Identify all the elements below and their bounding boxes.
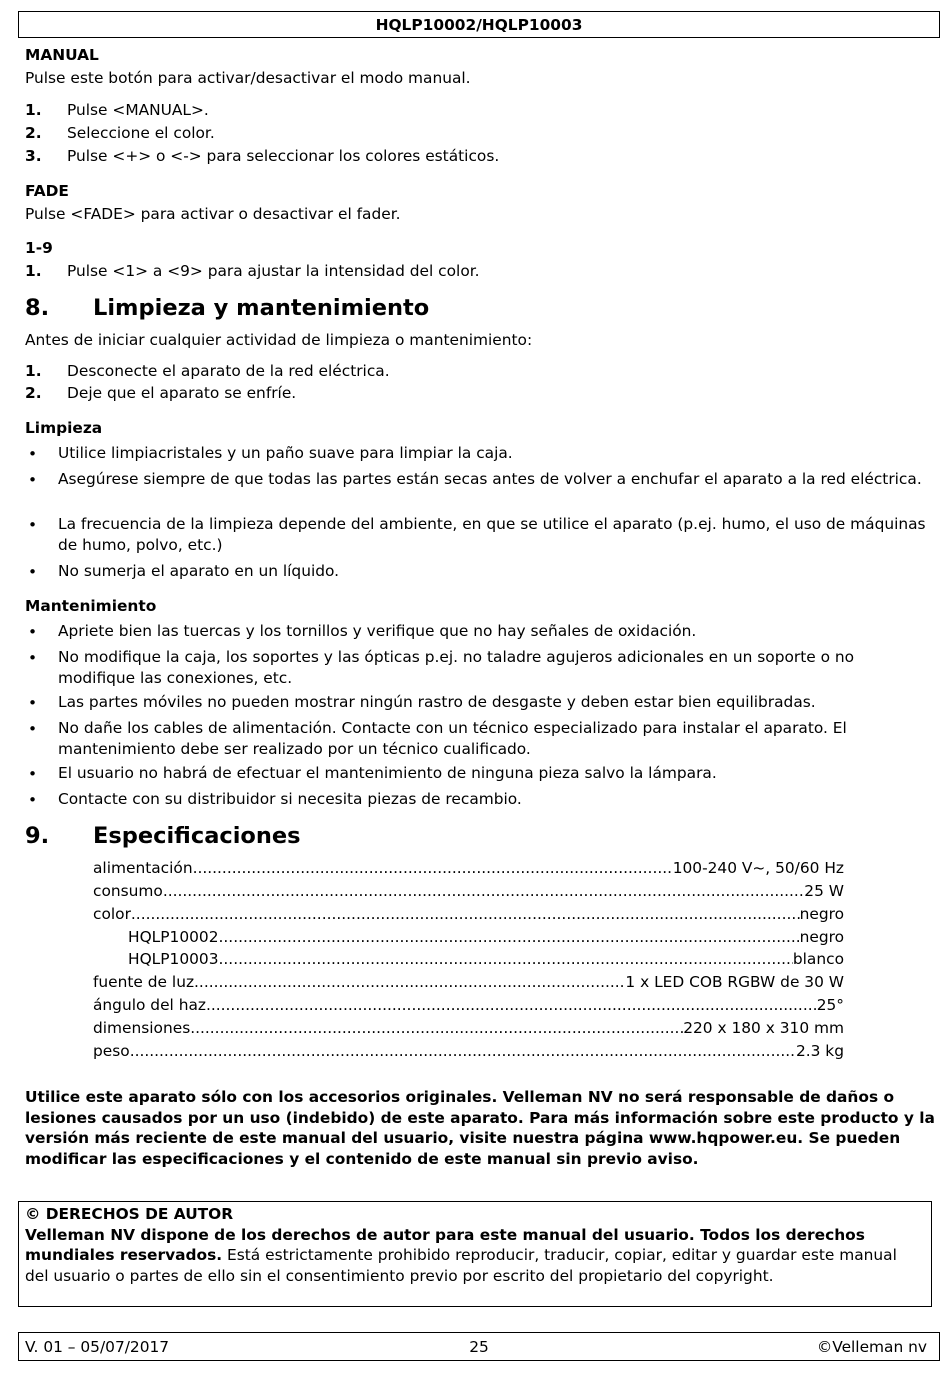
bullet-icon: • — [28, 765, 38, 783]
spec-leader — [190, 1017, 683, 1039]
step-number: 1. — [25, 101, 42, 119]
spec-row — [93, 903, 844, 925]
step-text: Pulse <+> o <-> para seleccionar los colores estáticos. — [67, 147, 500, 165]
section-8-intro: Antes de iniciar cualquier actividad de limpieza o mantenimiento: — [25, 331, 533, 349]
step-number: 3. — [25, 147, 42, 165]
spec-row — [93, 857, 844, 879]
fade-description: Pulse <FADE> para activar o desactivar el fader. — [25, 205, 401, 223]
spec-value: negro — [799, 905, 844, 923]
spec-label: ángulo del haz — [93, 996, 206, 1014]
spec-row — [128, 948, 844, 970]
spec-leader — [163, 880, 804, 902]
bullet-icon: • — [28, 563, 38, 581]
spec-leader — [219, 926, 800, 948]
spec-label: dimensiones — [93, 1019, 191, 1037]
spec-label: fuente de luz — [93, 973, 195, 991]
spec-row — [128, 926, 844, 948]
bullet-icon: • — [28, 471, 38, 489]
disclaimer: Utilice este aparato sólo con los accesorios originales. Velleman NV no será responsable de daños o lesiones causados por un uso (indebido) de este aparato. Para más información sobre este producto y la versión más reciente de este manual del usuario, visite nuestra página www.hqpower.eu. Se pueden modificar las especificaciones y el contenido de este manual sin previo aviso. — [25, 1088, 935, 1168]
list-item: Asegúrese siempre de que todas las partes están secas antes de volver a enchufar el aparato a la red eléctrica. — [58, 470, 922, 488]
spec-row — [93, 1040, 844, 1062]
manual-description: Pulse este botón para activar/desactivar el modo manual. — [25, 69, 471, 87]
spec-value: 1 x LED COB RGBW de 30 W — [625, 973, 844, 991]
spec-leader — [130, 1040, 796, 1062]
copyright-box — [18, 1201, 932, 1307]
spec-value: negro — [799, 928, 844, 946]
bullet-icon: • — [28, 720, 38, 738]
step-number: 2. — [25, 384, 42, 402]
bullet-icon: • — [28, 623, 38, 641]
spec-value: 220 x 180 x 310 mm — [683, 1019, 844, 1037]
list-item: No modifique la caja, los soportes y las ópticas p.ej. no taladre agujeros adicionales en un soporte o no modifique las conexiones, etc. — [58, 648, 855, 687]
page-footer — [18, 1332, 940, 1361]
spec-leader — [206, 994, 817, 1016]
spec-value: 25° — [816, 996, 844, 1014]
copyright-body — [25, 1225, 925, 1287]
step-text: Pulse <MANUAL>. — [67, 101, 209, 119]
bullet-icon: • — [28, 694, 38, 712]
copyright-text: Está estrictamente prohibido reproducir, traducir, copiar, editar y guardar este manual del usuario o partes de ello sin el consentimiento previo por escrito del propietario del copyright. — [25, 1246, 897, 1285]
list-item: No sumerja el aparato en un líquido. — [58, 562, 340, 580]
copyright-bold-text: Velleman NV dispone de los derechos de autor para este manual del usuario. Todos los derechos mundiales reservados. — [25, 1225, 865, 1264]
spec-value: 2.3 kg — [795, 1042, 844, 1060]
step-number: 2. — [25, 124, 42, 142]
footer-version: V. 01 – 05/07/2017 — [25, 1338, 170, 1356]
spec-value: 100-240 V~, 50/60 Hz — [672, 859, 844, 877]
spec-label: consumo — [93, 882, 163, 900]
step-number: 1. — [25, 362, 42, 380]
spec-label: HQLP10002 — [128, 928, 219, 946]
list-item: No dañe los cables de alimentación. Contacte con un técnico especializado para instalar el aparato. El mantenimiento debe ser realizado por un técnico cualificado. — [58, 719, 847, 758]
list-item: Apriete bien las tuercas y los tornillos y verifique que no hay señales de oxidación. — [58, 622, 697, 640]
step-text: Desconecte el aparato de la red eléctrica. — [67, 362, 390, 380]
bullet-icon: • — [28, 445, 38, 463]
bullet-icon: • — [28, 516, 38, 534]
maintenance-heading: Mantenimiento — [25, 597, 157, 615]
list-item: Contacte con su distribuidor si necesita piezas de recambio. — [58, 790, 522, 808]
spec-row — [93, 880, 844, 902]
spec-leader — [194, 971, 625, 993]
list-item: El usuario no habrá de efectuar el mantenimiento de ninguna pieza salvo la lámpara. — [58, 764, 717, 782]
spec-leader — [131, 903, 800, 925]
spec-row — [93, 994, 844, 1016]
bullet-icon: • — [28, 649, 38, 667]
manual-heading: MANUAL — [25, 46, 99, 64]
page-number: 25 — [469, 1338, 489, 1356]
section-9-number: 9. — [25, 823, 50, 849]
step-text: Pulse <1> a <9> para ajustar la intensidad del color. — [67, 262, 480, 280]
step-text: Deje que el aparato se enfríe. — [67, 384, 297, 402]
spec-label: HQLP10003 — [128, 950, 219, 968]
spec-value: 25 W — [804, 882, 844, 900]
spec-leader — [219, 948, 793, 970]
page-header: HQLP10002/HQLP10003 — [18, 11, 940, 38]
fade-heading: FADE — [25, 182, 69, 200]
list-item: La frecuencia de la limpieza depende del ambiente, en que se utilice el aparato (p.ej. humo, el uso de máquinas de humo, polvo, etc.) — [58, 515, 926, 554]
step-text: Seleccione el color. — [67, 124, 215, 142]
footer-company: ©Velleman nv — [816, 1338, 927, 1356]
list-item: Utilice limpiacristales y un paño suave para limpiar la caja. — [58, 444, 513, 462]
spec-label: color — [93, 905, 131, 923]
copyright-heading: © DERECHOS DE AUTOR — [25, 1205, 234, 1223]
section-8-title: Limpieza y mantenimiento — [93, 295, 430, 321]
cleaning-heading: Limpieza — [25, 419, 103, 437]
one-nine-heading: 1-9 — [25, 239, 53, 257]
spec-value: blanco — [792, 950, 844, 968]
spec-label: alimentación — [93, 859, 193, 877]
spec-row — [93, 971, 844, 993]
spec-leader — [193, 857, 673, 879]
section-9-title: Especificaciones — [93, 823, 301, 849]
step-number: 1. — [25, 262, 42, 280]
spec-row — [93, 1017, 844, 1039]
section-8-number: 8. — [25, 295, 50, 321]
list-item: Las partes móviles no pueden mostrar ningún rastro de desgaste y deben estar bien equilibradas. — [58, 693, 816, 711]
bullet-icon: • — [28, 791, 38, 809]
spec-label: peso — [93, 1042, 130, 1060]
